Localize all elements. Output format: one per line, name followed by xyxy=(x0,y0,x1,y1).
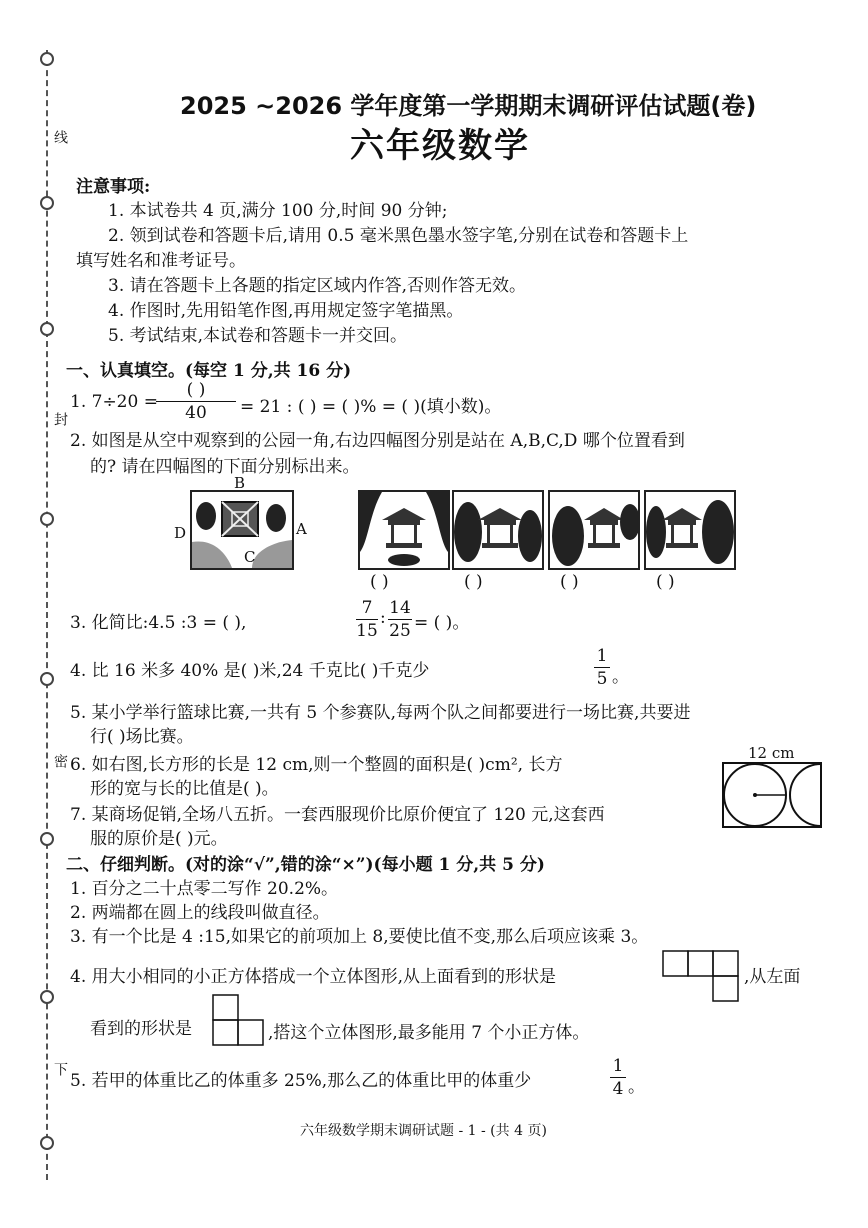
margin-dot xyxy=(40,672,54,686)
q2-answer-blank: ( ) xyxy=(656,572,675,592)
margin-dot xyxy=(40,990,54,1004)
q1-fraction-numerator: ( ) xyxy=(186,380,206,400)
q7-line2: 服的原价是( )元。 xyxy=(90,829,228,849)
q6-line2: 形的宽与长的比值是( )。 xyxy=(90,779,279,799)
q6-figure-label: 12 cm xyxy=(748,744,795,762)
q3-text-end: = ( )。 xyxy=(414,613,470,633)
margin-word-xian: 线 xyxy=(52,130,68,144)
q4-numerator: 1 xyxy=(596,646,608,666)
q2-answer-blank: ( ) xyxy=(560,572,579,592)
q5-line2: 行( )场比赛。 xyxy=(90,727,194,747)
q1-left: 1. 7÷20 = xyxy=(70,392,158,412)
park-map xyxy=(190,490,294,570)
binding-margin-line xyxy=(46,50,48,1180)
view-picture-1 xyxy=(358,490,450,570)
note-item: 3. 请在答题卡上各题的指定区域内作答,否则作答无效。 xyxy=(108,276,527,296)
q6-line1: 6. 如右图,长方形的长是 12 cm,则一个整圆的面积是( )cm², 长方 xyxy=(70,755,563,775)
q1-right: = 21 : ( ) = ( )% = ( )(填小数)。 xyxy=(240,397,502,417)
section1-heading: 一、认真填空。(每空 1 分,共 16 分) xyxy=(66,361,352,381)
judge-q5-fraction xyxy=(610,1056,626,1099)
q3-colon: : xyxy=(380,608,386,628)
exam-title: 2025 ~2026 学年度第一学期期末调研评估试题(卷) xyxy=(180,92,757,120)
judge-q5-denominator: 4 xyxy=(612,1079,624,1099)
q3-f1-denominator: 15 xyxy=(356,621,378,641)
q4-end: 。 xyxy=(612,667,629,687)
top-view-shape xyxy=(662,950,742,1002)
judge-q4-part2: ,从左面 xyxy=(744,967,801,987)
map-label-c: C xyxy=(244,548,256,566)
map-label-d: D xyxy=(174,524,187,542)
q3-f2-numerator: 14 xyxy=(389,598,411,618)
notes-heading: 注意事项: xyxy=(76,177,151,197)
q2-line1: 2. 如图是从空中观察到的公园一角,右边四幅图分别是站在 A,B,C,D 哪个位置看到 xyxy=(70,431,685,451)
q3-fraction-1 xyxy=(356,598,378,641)
judge-q4-part4: ,搭这个立体图形,最多能用 7 个小正方体。 xyxy=(268,1023,590,1043)
q3-fraction-2 xyxy=(388,598,412,641)
margin-word-mi: 密 xyxy=(52,754,68,768)
margin-dot xyxy=(40,1136,54,1150)
judge-q4-part3: 看到的形状是 xyxy=(90,1019,192,1039)
q2-answer-blank: ( ) xyxy=(370,572,389,592)
view-picture-4 xyxy=(644,490,736,570)
q4-fraction xyxy=(594,646,610,689)
left-view-shape xyxy=(212,994,266,1046)
section2-heading: 二、仔细判断。(对的涂“√”,错的涂“×”)(每小题 1 分,共 5 分) xyxy=(66,855,545,875)
judge-q2: 2. 两端都在圆上的线段叫做直径。 xyxy=(70,903,330,923)
margin-word-feng: 封 xyxy=(52,412,68,426)
note-item: 5. 考试结束,本试卷和答题卡一并交回。 xyxy=(108,326,408,346)
q5-line1: 5. 某小学举行篮球比赛,一共有 5 个参赛队,每两个队之间都要进行一场比赛,共要进 xyxy=(70,703,691,723)
q4-denominator: 5 xyxy=(596,669,608,689)
note-item: 填写姓名和准考证号。 xyxy=(76,251,246,271)
q3-f2-denominator: 25 xyxy=(389,621,411,641)
map-label-a: A xyxy=(296,520,307,538)
q1-fraction-denominator: 40 xyxy=(185,403,207,423)
judge-q5-numerator: 1 xyxy=(612,1056,624,1076)
q4-text: 4. 比 16 米多 40% 是( )米,24 千克比( )千克少 xyxy=(70,661,430,681)
page-footer: 六年级数学期末调研试题 - 1 - (共 4 页) xyxy=(300,1123,547,1139)
q2-line2: 的? 请在四幅图的下面分别标出来。 xyxy=(90,457,360,477)
note-item: 2. 领到试卷和答题卡后,请用 0.5 毫米黑色墨水签字笔,分别在试卷和答题卡上 xyxy=(108,226,689,246)
margin-dot xyxy=(40,832,54,846)
q6-rectangle-figure xyxy=(722,762,822,828)
margin-dot xyxy=(40,322,54,336)
margin-word-xia: 下 xyxy=(52,1062,68,1076)
q3-text: 3. 化简比:4.5 :3 = ( ), xyxy=(70,613,247,633)
subject-title: 六年级数学 xyxy=(350,126,530,166)
view-picture-2 xyxy=(452,490,544,570)
note-item: 4. 作图时,先用铅笔作图,再用规定签字笔描黑。 xyxy=(108,301,464,321)
judge-q5: 5. 若甲的体重比乙的体重多 25%,那么乙的体重比甲的体重少 xyxy=(70,1071,532,1091)
view-picture-3 xyxy=(548,490,640,570)
judge-q4-part1: 4. 用大小相同的小正方体搭成一个立体图形,从上面看到的形状是 xyxy=(70,967,557,987)
q3-f1-numerator: 7 xyxy=(361,598,373,618)
margin-dot xyxy=(40,512,54,526)
judge-q3: 3. 有一个比是 4 :15,如果它的前项加上 8,要使比值不变,那么后项应该乘 3。 xyxy=(70,927,649,947)
judge-q5-end: 。 xyxy=(628,1077,645,1097)
map-label-b: B xyxy=(234,474,246,492)
q1-fraction xyxy=(156,380,236,423)
judge-q1: 1. 百分之二十点零二写作 20.2%。 xyxy=(70,879,339,899)
note-item: 1. 本试卷共 4 页,满分 100 分,时间 90 分钟; xyxy=(108,201,448,221)
q7-line1: 7. 某商场促销,全场八五折。一套西服现价比原价便宜了 120 元,这套西 xyxy=(70,805,605,825)
q2-answer-blank: ( ) xyxy=(464,572,483,592)
margin-dot xyxy=(40,196,54,210)
margin-dot xyxy=(40,52,54,66)
